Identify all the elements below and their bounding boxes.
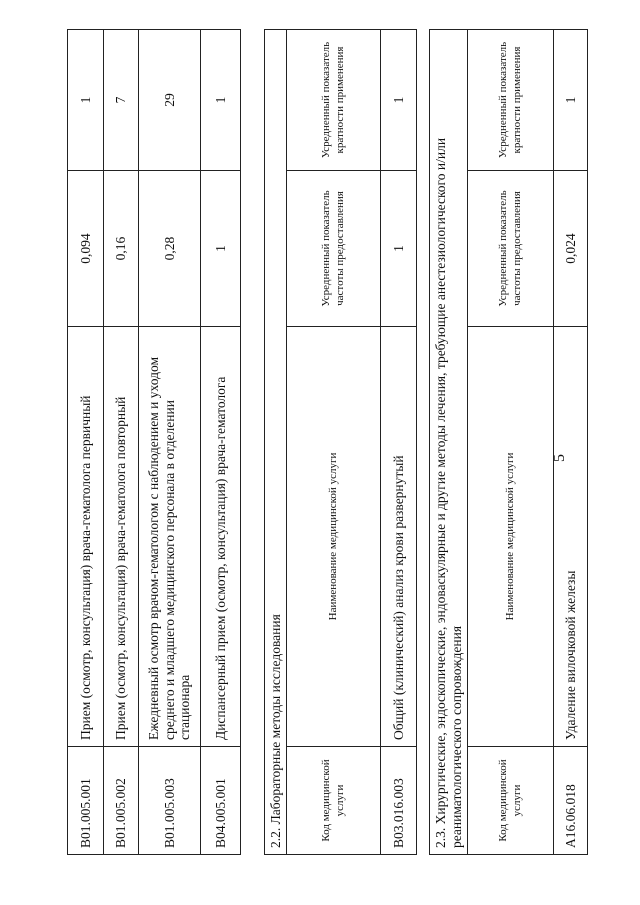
column-header-name: Наименование медицинской услуги xyxy=(468,327,554,747)
service-code: B03.016.003 xyxy=(381,747,417,855)
multiplicity-value: 29 xyxy=(139,30,201,171)
service-code: B04.005.001 xyxy=(201,747,241,855)
multiplicity-value: 1 xyxy=(68,30,104,171)
table-row xyxy=(139,30,201,855)
frequency-value: 1 xyxy=(381,171,417,327)
service-name: Ежедневный осмотр врачом-гематологом с наблюдением и уходом среднего и младшего медицинского персонала в отделении стационара xyxy=(139,327,201,747)
frequency-value: 0,094 xyxy=(68,171,104,327)
frequency-value: 1 xyxy=(201,171,241,327)
service-name: Прием (осмотр, консультация) врача-гематолога повторный xyxy=(104,327,139,747)
rotated-page xyxy=(67,30,587,880)
section-title: 2.3. Хирургические, эндоскопические, эндоваскулярные и другие методы лечения, требующие анестезиологического и/или реаниматологического сопровождения xyxy=(430,29,468,854)
multiplicity-value: 1 xyxy=(381,29,417,170)
table-row xyxy=(201,30,241,855)
column-header-multiplicity: Усредненный показатель кратности применения xyxy=(468,29,554,170)
table-row xyxy=(381,29,417,854)
column-header-frequency: Усредненный показатель частоты предоставления xyxy=(287,171,381,327)
service-name: Прием (осмотр, консультация) врача-гематолога первичный xyxy=(68,327,104,747)
frequency-value: 0,16 xyxy=(104,171,139,327)
frequency-value: 0,024 xyxy=(554,171,588,327)
services-table-2 xyxy=(264,29,417,855)
service-code: B01.005.001 xyxy=(68,747,104,855)
table-row xyxy=(554,29,588,854)
service-code: B01.005.003 xyxy=(139,747,201,855)
column-header-code: Код медицинской услуги xyxy=(468,747,554,855)
page-number: 5 xyxy=(551,454,568,462)
services-table-1 xyxy=(67,29,241,855)
table-title-row xyxy=(430,29,468,854)
multiplicity-value: 1 xyxy=(554,29,588,170)
table-header-row xyxy=(287,29,381,854)
column-header-frequency: Усредненный показатель частоты предоставления xyxy=(468,171,554,327)
frequency-value: 0,28 xyxy=(139,171,201,327)
service-code: A16.06.018 xyxy=(554,747,588,855)
multiplicity-value: 1 xyxy=(201,30,241,171)
multiplicity-value: 7 xyxy=(104,30,139,171)
column-header-name: Наименование медицинской услуги xyxy=(287,327,381,747)
table-row xyxy=(104,30,139,855)
table-row xyxy=(68,30,104,855)
column-header-multiplicity: Усредненный показатель кратности применения xyxy=(287,29,381,170)
table-header-row xyxy=(468,29,554,854)
service-code: B01.005.002 xyxy=(104,747,139,855)
service-name: Удаление вилочковой железы xyxy=(554,327,588,747)
column-header-code: Код медицинской услуги xyxy=(287,747,381,855)
services-table-3 xyxy=(429,29,588,855)
table-title-row xyxy=(265,29,287,854)
section-title: 2.2. Лабораторные методы исследования xyxy=(265,29,287,854)
service-name: Диспансерный прием (осмотр, консультация) врача-гематолога xyxy=(201,327,241,747)
service-name: Общий (клинический) анализ крови развернутый xyxy=(381,327,417,747)
